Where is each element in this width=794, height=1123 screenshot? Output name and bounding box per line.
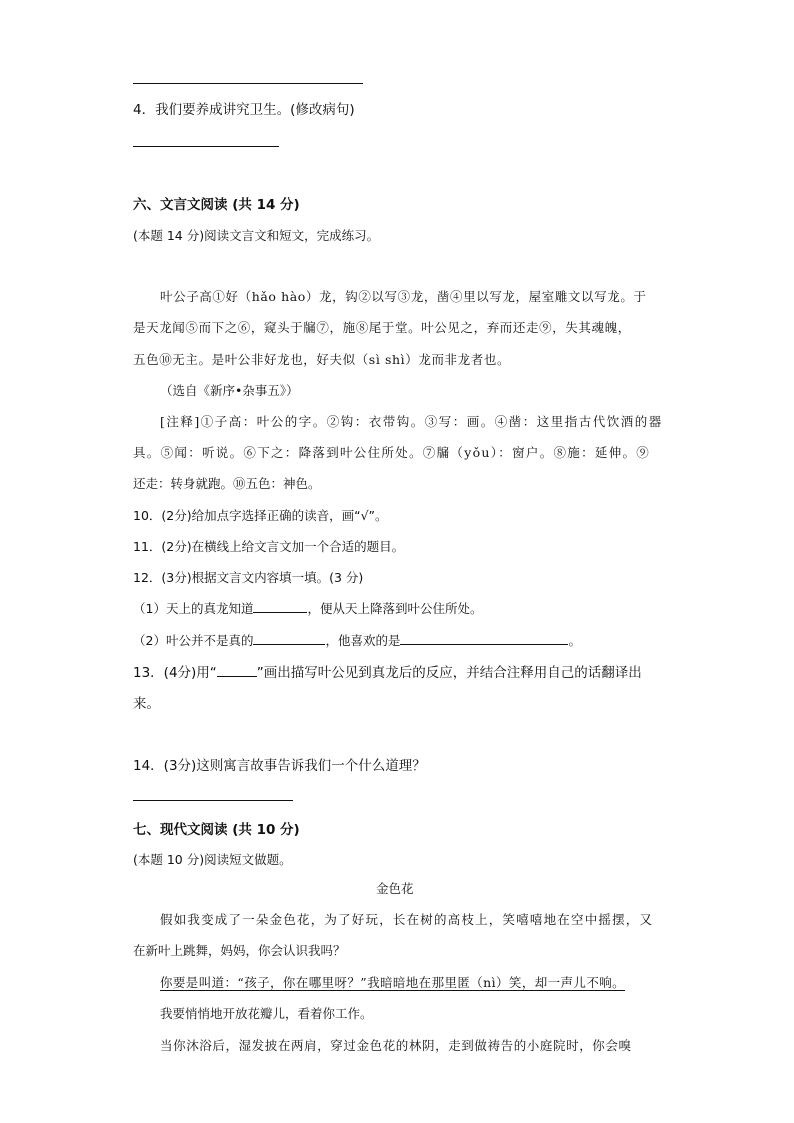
section-7-title: 七、现代文阅读 (共 10 分): [133, 822, 300, 838]
section-6-title: 六、文言文阅读 (共 14 分): [133, 197, 300, 213]
q12-2-text: 。: [568, 633, 581, 648]
question-10: 10．(2分)给加点字选择正确的读音，画“√”。: [133, 508, 388, 523]
q12-2-text: （2）叶公并不是真的: [133, 633, 254, 648]
answer-line: [133, 146, 279, 147]
passage-source: （选自《新序•杂事五》）: [160, 383, 299, 398]
fill-blank[interactable]: [253, 598, 307, 613]
question-12: 12．(3分)根据文言文内容填一填。(3 分): [133, 570, 364, 585]
question-13-continued: 来。: [133, 696, 160, 712]
q12-1-text: （1）天上的真龙知道: [133, 601, 254, 616]
notes-line: 还走：转身就跑。⑩五色：神色。: [133, 476, 321, 491]
notes-line: 具。⑤闻：听说。⑥下之：降落到叶公住所处。⑦牖（yǒu）：窗户。⑧施：延伸。⑨: [133, 445, 651, 460]
question-11: 11．(2分)在横线上给文言文加一个合适的题目。: [133, 539, 405, 554]
passage-line: 是天龙闻⑤而下之⑥，窥头于牖⑦，施⑧尾于堂。叶公见之，弃而还走⑨，失其魂魄，: [133, 320, 631, 335]
q13-text: ”画出描写叶公见到真龙后的反应，并结合注释用自己的话翻译出: [256, 665, 642, 681]
passage-line: 五色⑩无主。是叶公非好龙也，好夫似（sì shì）龙而非龙者也。: [133, 352, 511, 367]
story-paragraph: 假如我变成了一朵金色花，为了好玩，长在树的高枝上，笑嘻嘻地在空中摇摆，又: [160, 912, 654, 927]
question-13: [133, 661, 642, 681]
fill-blank[interactable]: [253, 630, 325, 645]
section-6-intro: (本题 14 分)阅读文言文和短文，完成练习。: [133, 228, 380, 243]
underline-sample: [217, 662, 257, 677]
question-4: 4．我们要养成讲究卫生。(修改病句): [133, 102, 355, 118]
fill-blank[interactable]: [400, 630, 568, 645]
notes-line: [注释]①子高：叶公的字。②钩：衣带钩。③写：画。④凿：这里指古代饮酒的器: [160, 414, 663, 429]
q13-text: 13．(4分)用“: [133, 665, 217, 681]
story-paragraph-underlined: 你要是叫道：“孩子，你在哪里呀？”我暗暗地在那里匿（nì）笑，却一声儿不响。: [160, 975, 626, 990]
question-12-part-1: [133, 598, 482, 617]
story-paragraph: 我要悄悄地开放花瓣儿，看着你工作。: [160, 1006, 373, 1021]
story-title: 金色花: [376, 881, 414, 896]
passage-line: 叶公子高①好（hǎo hào）龙，钩②以写③龙，凿④里以写龙，屋室雕文以写龙。于: [160, 289, 647, 304]
answer-line: [133, 83, 363, 84]
q12-1-text: ，便从天上降落到叶公住所处。: [307, 601, 483, 616]
question-14: 14．(3分)这则寓言故事告诉我们一个什么道理？: [133, 758, 426, 774]
q12-2-text: ，他喜欢的是: [325, 633, 401, 648]
section-7-intro: (本题 10 分)阅读短文做题。: [133, 852, 292, 867]
story-paragraph: 在新叶上跳舞，妈妈，你会认识我吗？: [133, 943, 346, 958]
answer-line: [133, 800, 293, 801]
question-12-part-2: [133, 630, 581, 649]
story-paragraph: 当你沐浴后，湿发披在两肩，穿过金色花的林阴，走到做祷告的小庭院时，你会嗅: [160, 1038, 632, 1053]
